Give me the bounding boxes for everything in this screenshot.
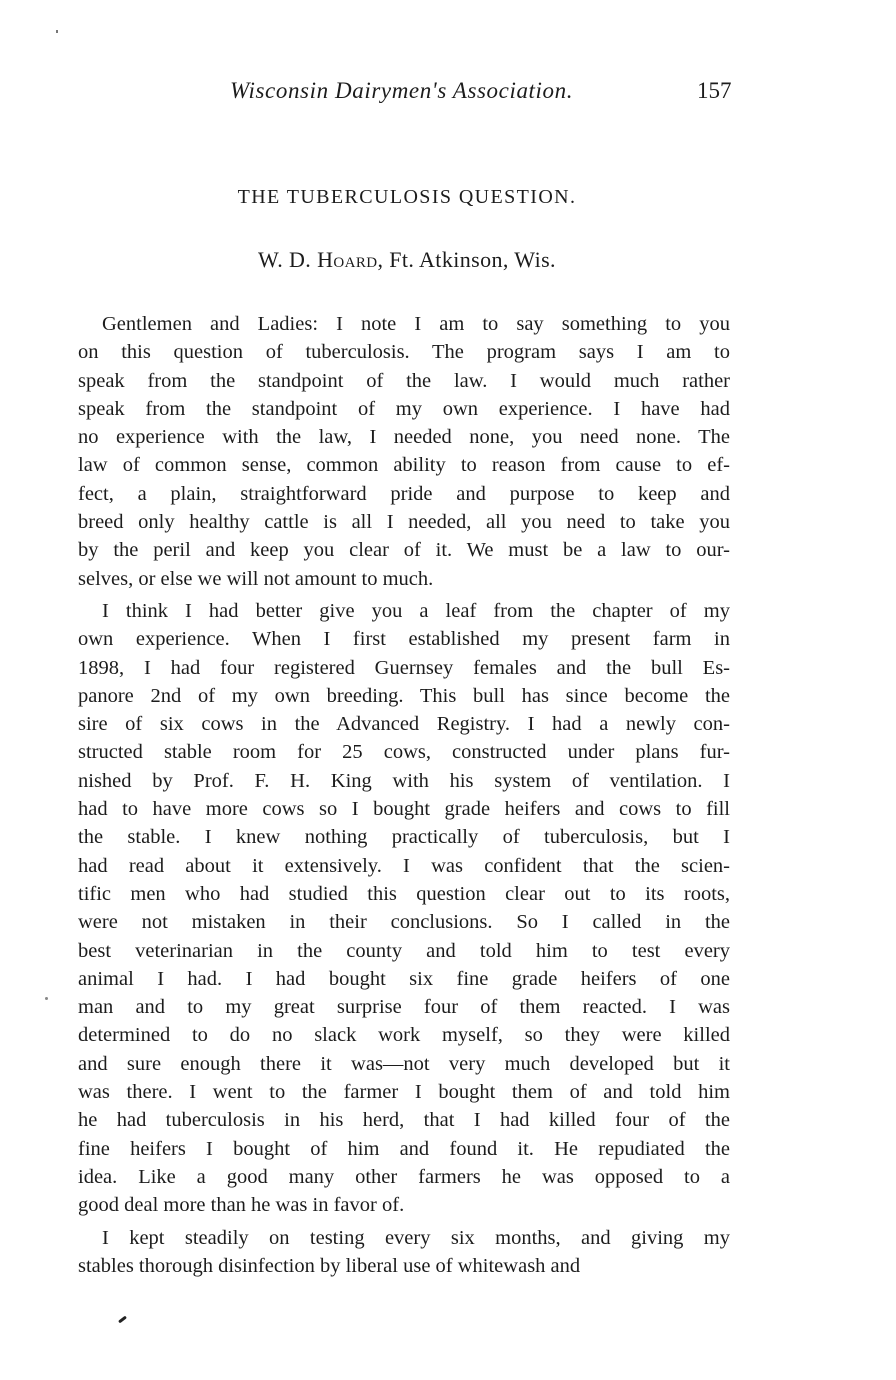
text-line: by the peril and keep you clear of it. We must be a law to our- [78, 539, 730, 562]
byline-initials: W. D. [258, 247, 318, 272]
text-line: idea. Like a good many other farmers he was opposed to a [78, 1165, 730, 1188]
text-line: good deal more than he was in favor of. [78, 1194, 405, 1217]
author-name: Hoard [317, 247, 378, 272]
text-line: tific men who had studied this question clear out to its roots, [78, 882, 730, 905]
text-line: he had tuberculosis in his herd, that I had killed four of the [78, 1109, 730, 1132]
print-speck [45, 997, 48, 1000]
byline-location: , Ft. Atkinson, Wis. [377, 247, 556, 272]
text-line: were not mistaken in their conclusions. So I called in the [78, 911, 730, 934]
text-line: best veterinarian in the county and told him to test every [78, 939, 730, 962]
text-line: I think I had better give you a leaf from the chapter of my [102, 599, 730, 622]
text-line: breed only healthy cattle is all I needed, all you need to take you [78, 511, 730, 534]
text-line: nished by Prof. F. H. King with his system of ventilation. I [78, 769, 730, 792]
text-line: structed stable room for 25 cows, constructed under plans fur- [78, 741, 730, 764]
text-line: speak from the standpoint of my own experience. I have had [78, 397, 730, 420]
pencil-mark [118, 1316, 127, 1324]
byline [0, 247, 814, 273]
text-line: and sure enough there it was—not very much developed but it [78, 1052, 730, 1075]
text-line: I kept steadily on testing every six months, and giving my [102, 1226, 730, 1249]
paragraph [78, 1224, 730, 1281]
page-number: 157 [697, 78, 732, 103]
text-line: sire of six cows in the Advanced Registry. I had a newly con- [78, 713, 730, 736]
text-line: the stable. I knew nothing practically of tuberculosis, but I [78, 826, 730, 849]
paragraph [78, 597, 730, 1220]
text-line: determined to do no slack work myself, so they were killed [78, 1024, 730, 1047]
text-line: had read about it extensively. I was confident that the scien- [78, 854, 730, 877]
text-line: Gentlemen and Ladies: I note I am to say something to you [102, 313, 730, 335]
text-line: 1898, I had four registered Guernsey females and the bull Es- [78, 656, 730, 679]
running-title: Wisconsin Dairymen's Association. [230, 78, 574, 103]
text-line: law of common sense, common ability to reason from cause to ef- [78, 454, 730, 477]
text-line: own experience. When I first established my present farm in [78, 628, 730, 651]
text-line: no experience with the law, I needed none, you need none. The [78, 426, 730, 449]
article-title: THE TUBERCULOSIS QUESTION. [237, 186, 577, 208]
text-line: stables thorough disinfection by liberal use of whitewash and [78, 1254, 581, 1277]
article-body [78, 310, 730, 1280]
running-header [0, 78, 896, 112]
text-line: speak from the standpoint of the law. I would much rather [78, 369, 730, 392]
print-speck [56, 30, 58, 33]
text-line: had to have more cows so I bought grade heifers and cows to fill [78, 798, 730, 821]
text-line: panore 2nd of my own breeding. This bull has since become the [78, 684, 730, 707]
paragraph [78, 310, 730, 593]
text-line: fine heifers I bought of him and found it. He repudiated the [78, 1137, 730, 1160]
text-line: fect, a plain, straightforward pride and purpose to keep and [78, 482, 730, 505]
text-line: on this question of tuberculosis. The program says I am to [78, 341, 730, 364]
text-line: was there. I went to the farmer I bought them of and told him [78, 1081, 730, 1104]
text-line: man and to my great surprise four of them reacted. I was [78, 996, 730, 1019]
text-line: selves, or else we will not amount to much. [78, 567, 434, 590]
text-line: animal I had. I had bought six fine grade heifers of one [78, 967, 730, 990]
